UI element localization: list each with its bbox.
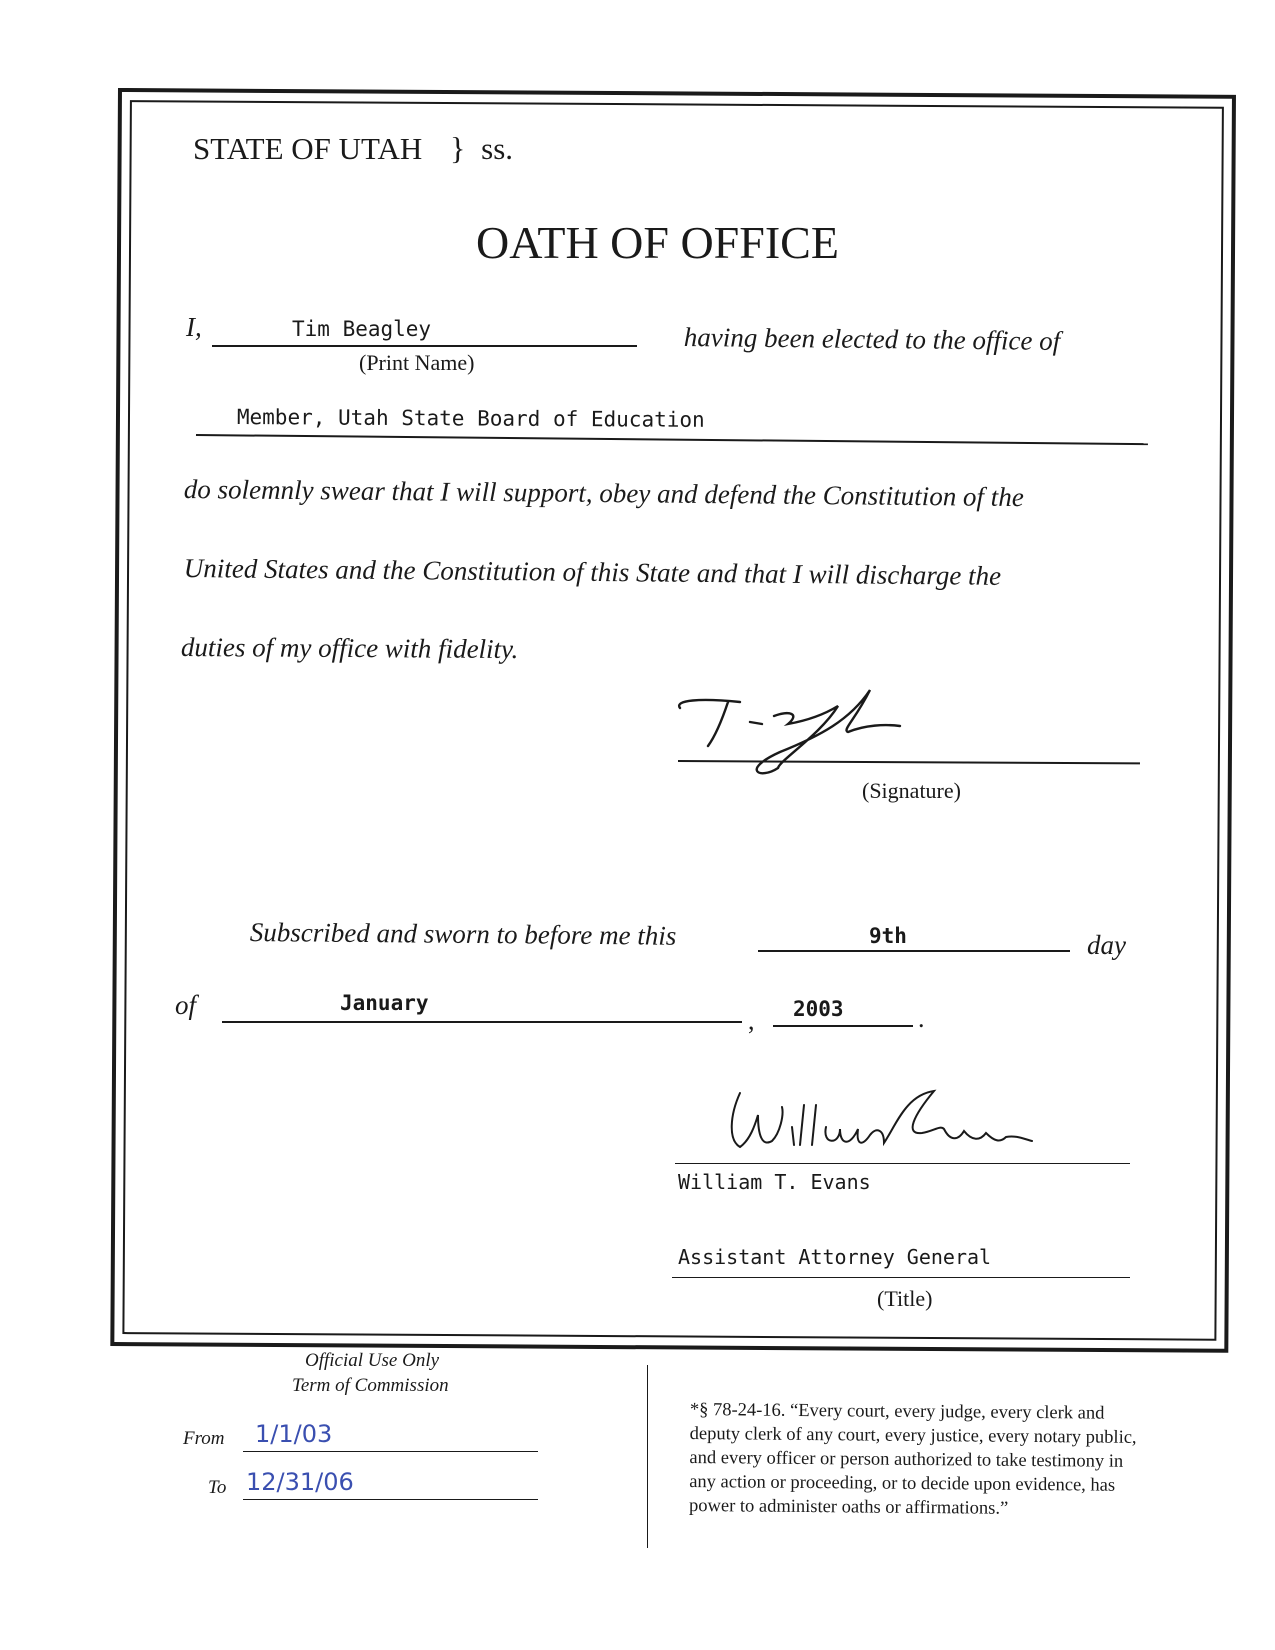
print-name-value: Tim Beagley (292, 317, 432, 341)
date-period: . (918, 1004, 925, 1033)
from-label: From (183, 1428, 225, 1449)
oath-line-1: do solemnly swear that I will support, obey and defend the Constitution of the (183, 474, 1024, 513)
statute-line: and every officer or person authorized to take testimony in (689, 1447, 1124, 1472)
statute-line: *§ 78-24-16. “Every court, every judge, every clerk and (689, 1399, 1105, 1424)
year-line (773, 1025, 913, 1027)
print-name-caption: (Print Name) (359, 350, 475, 375)
state-header (193, 130, 513, 167)
day-label: day (1087, 930, 1126, 960)
officer-title-value: Assistant Attorney General (678, 1245, 992, 1269)
from-line (243, 1451, 538, 1452)
oath-line-2: United States and the Constitution of this State and that I will discharge the (183, 553, 1002, 591)
elected-text: having been elected to the office of (683, 322, 1061, 356)
to-line (243, 1499, 538, 1500)
to-value: 12/31/06 (246, 1468, 354, 1496)
page-title: OATH OF OFFICE (476, 217, 839, 268)
office-value: Member, Utah State Board of Education (236, 405, 705, 432)
of-label: of (175, 990, 197, 1020)
officer-title-line (672, 1277, 1130, 1278)
statute-line: deputy clerk of any court, every justice, every notary public, (689, 1423, 1137, 1448)
officer-signature-line (675, 1163, 1130, 1164)
signature-caption: (Signature) (862, 778, 961, 803)
brace-symbol: } (450, 130, 466, 166)
officer-title-caption: (Title) (877, 1286, 933, 1311)
statute-note (689, 1398, 1137, 1522)
day-value: 9th (869, 924, 907, 948)
date-comma: , (748, 1006, 755, 1035)
ss-abbrev: ss. (481, 131, 514, 166)
oath-signature (670, 680, 910, 780)
official-use-heading: Official Use Only (305, 1350, 440, 1371)
state-name: STATE OF UTAH (193, 131, 423, 166)
statute-line: power to administer oaths or affirmations.” (688, 1495, 1009, 1519)
section-divider (647, 1365, 648, 1548)
term-of-commission: Term of Commission (292, 1375, 449, 1396)
statute-line: any action or proceeding, or to decide upon evidence, has (689, 1471, 1116, 1496)
from-value: 1/1/03 (255, 1420, 333, 1448)
print-name-line (212, 345, 637, 347)
officer-signature (700, 1085, 1040, 1165)
year-value: 2003 (793, 997, 844, 1021)
officer-name: William T. Evans (678, 1170, 871, 1194)
subscribed-text: Subscribed and sworn to before me this (249, 917, 677, 951)
oath-prefix: I, (186, 312, 202, 342)
month-value: January (340, 991, 429, 1015)
oath-line-3: duties of my office with fidelity. (180, 632, 519, 665)
month-line (222, 1021, 742, 1023)
to-label: To (208, 1477, 227, 1498)
day-line (758, 950, 1070, 952)
